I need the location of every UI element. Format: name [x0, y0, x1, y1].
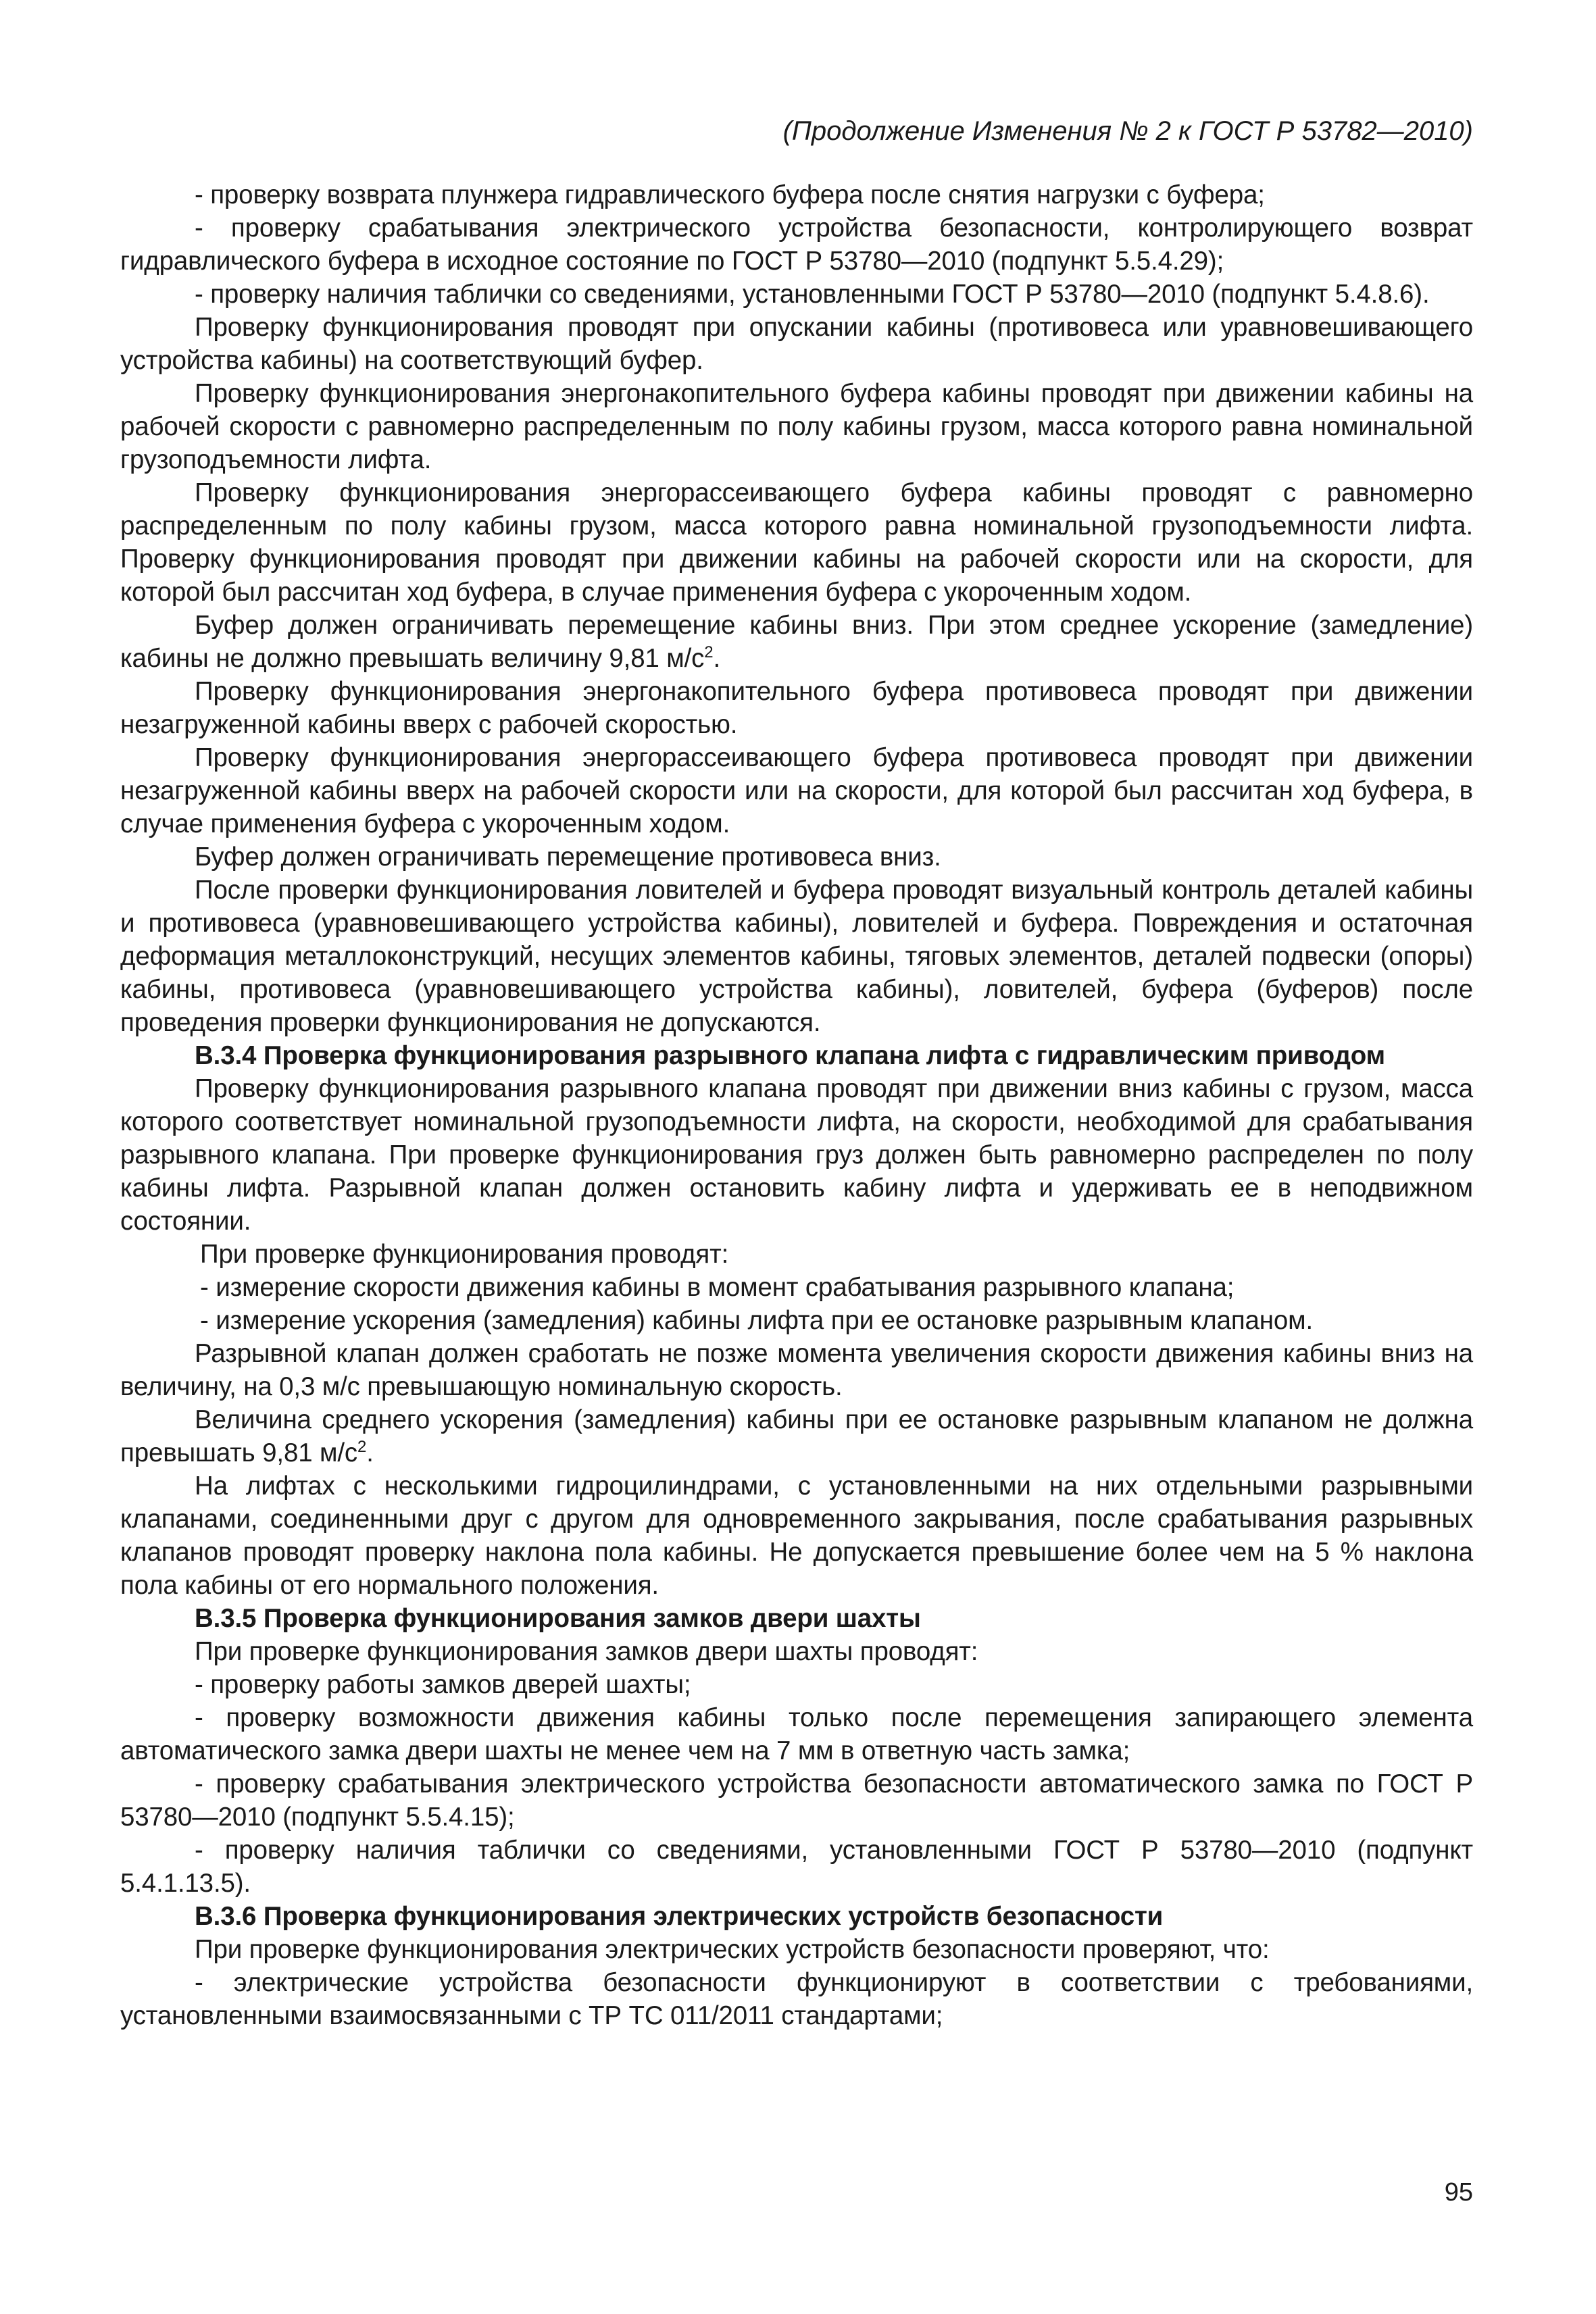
paragraph: Буфер должен ограничивать перемещение противовеса вниз.	[195, 842, 941, 872]
list-item: - измерение скорости движения кабины в момент срабатывания разрывного клапана;	[200, 1273, 1235, 1302]
paragraph: - проверку срабатывания электрического устройства безопасности, контролирующего возврат гидравлического буфера в исходное состояние по ГОСТ Р 53780—2010 (подпункт 5.5.4.29);	[120, 213, 1473, 276]
paragraph-end: .	[713, 644, 721, 673]
paragraph: - проверку наличия таблички со сведениями, установленными ГОСТ Р 53780—2010 (подпункт 5.4.8.6).	[195, 280, 1430, 309]
paragraph: Проверку функционирования энергорассеивающего буфера противовеса проводят при движении незагруженной кабины вверх на рабочей скорости или на скорости, для которой был рассчитан ход буфера, в случае применения буфера с укороченным ходом.	[120, 743, 1473, 838]
list-item: - проверку работы замков дверей шахты;	[195, 1670, 691, 1699]
list-item: - измерение ускорения (замедления) кабины лифта при ее остановке разрывным клапаном.	[200, 1306, 1314, 1335]
paragraph	[120, 609, 1473, 675]
paragraph: - проверку возврата плунжера гидравлического буфера после снятия нагрузки с буфера;	[195, 180, 1265, 209]
list-item: - проверку наличия таблички со сведениями, установленными ГОСТ Р 53780—2010 (подпункт 5.4.1.13.5).	[120, 1836, 1473, 1898]
paragraph: Проверку функционирования энергорассеивающего буфера кабины проводят с равномерно распределенным по полу кабины грузом, масса которого равна номинальной грузоподъемности лифта. Проверку функционирования проводят при движении кабины на рабочей скорости или на скорости, для которой был рассчитан ход буфера, в случае применения буфера с укороченным ходом.	[120, 478, 1473, 607]
superscript: 2	[357, 1438, 367, 1456]
paragraph	[120, 1403, 1473, 1469]
paragraph-end: .	[366, 1438, 374, 1467]
section-heading: В.3.4 Проверка функционирования разрывного клапана лифта с гидравлическим приводом	[195, 1041, 1385, 1070]
paragraph: При проверке функционирования замков двери шахты проводят:	[195, 1637, 978, 1666]
paragraph: Проверку функционирования разрывного клапана проводят при движении вниз кабины с грузом, масса которого соответствует номинальной грузоподъемности лифта, на скорости, необходимой для срабатывания разрывного клапана. При проверке функционирования груз должен быть равномерно распределен по полу кабины лифта. Разрывной клапан должен остановить кабину лифта и удерживать ее в неподвижном состоянии.	[120, 1074, 1473, 1236]
paragraph: На лифтах с несколькими гидроцилиндрами, с установленными на них отдельными разрывными клапанами, соединенными друг с другом для одновременного закрывания, после срабатывания разрывных клапанов проводят проверку наклона пола кабины. Не допускается превышение более чем на 5 % наклона пола кабины от его нормального положения.	[120, 1472, 1473, 1600]
list-item: - электрические устройства безопасности функционируют в соответствии с требованиями, установленными взаимосвязанными с ТР ТС 011/2011 стандартами;	[120, 1968, 1473, 2030]
paragraph: Проверку функционирования энергонакопительного буфера противовеса проводят при движении незагруженной кабины вверх с рабочей скоростью.	[120, 677, 1473, 739]
paragraph-text: Величина среднего ускорения (замедления) кабины при ее остановке разрывным клапаном не должна превышать 9,81 м/с	[120, 1405, 1473, 1467]
list-item: - проверку срабатывания электрического устройства безопасности автоматического замка по ГОСТ Р 53780—2010 (подпункт 5.5.4.15);	[120, 1769, 1473, 1832]
paragraph: При проверке функционирования проводят:	[200, 1240, 729, 1269]
paragraph: После проверки функционирования ловителей и буфера проводят визуальный контроль деталей кабины и противовеса (уравновешивающего устройства кабины), ловителей и буфера. Повреждения и остаточная деформация металлоконструкций, несущих элементов кабины, тяговых элементов, деталей подвески (опоры) кабины, противовеса (уравновешивающего устройства кабины), ловителей, буфера (буферов) после проведения проверки функционирования не допускаются.	[120, 876, 1473, 1037]
paragraph-text: Буфер должен ограничивать перемещение кабины вниз. При этом среднее ускорение (замедление) кабины не должно превышать величину 9,81 м/с	[120, 611, 1473, 673]
list-item: - проверку возможности движения кабины только после перемещения запирающего элемента автоматического замка двери шахты не менее чем на 7 мм в ответную часть замка;	[120, 1703, 1473, 1765]
document-body	[120, 178, 1473, 2032]
running-header: (Продолжение Изменения № 2 к ГОСТ Р 53782—2010)	[782, 116, 1473, 146]
section-heading: В.3.5 Проверка функционирования замков двери шахты	[195, 1604, 921, 1633]
page-number: 95	[1444, 2178, 1473, 2207]
paragraph: Разрывной клапан должен сработать не позже момента увеличения скорости движения кабины вниз на величину, на 0,3 м/с превышающую номинальную скорость.	[120, 1339, 1473, 1401]
section-heading: В.3.6 Проверка функционирования электрических устройств безопасности	[195, 1902, 1164, 1931]
superscript: 2	[704, 643, 714, 661]
paragraph: Проверку функционирования проводят при опускании кабины (противовеса или уравновешивающего устройства кабины) на соответствующий буфер.	[120, 313, 1473, 375]
paragraph: Проверку функционирования энергонакопительного буфера кабины проводят при движении кабины на рабочей скорости с равномерно распределенным по полу кабины грузом, масса которого равна номинальной грузоподъемности лифта.	[120, 379, 1473, 474]
paragraph: При проверке функционирования электрических устройств безопасности проверяют, что:	[195, 1935, 1270, 1964]
